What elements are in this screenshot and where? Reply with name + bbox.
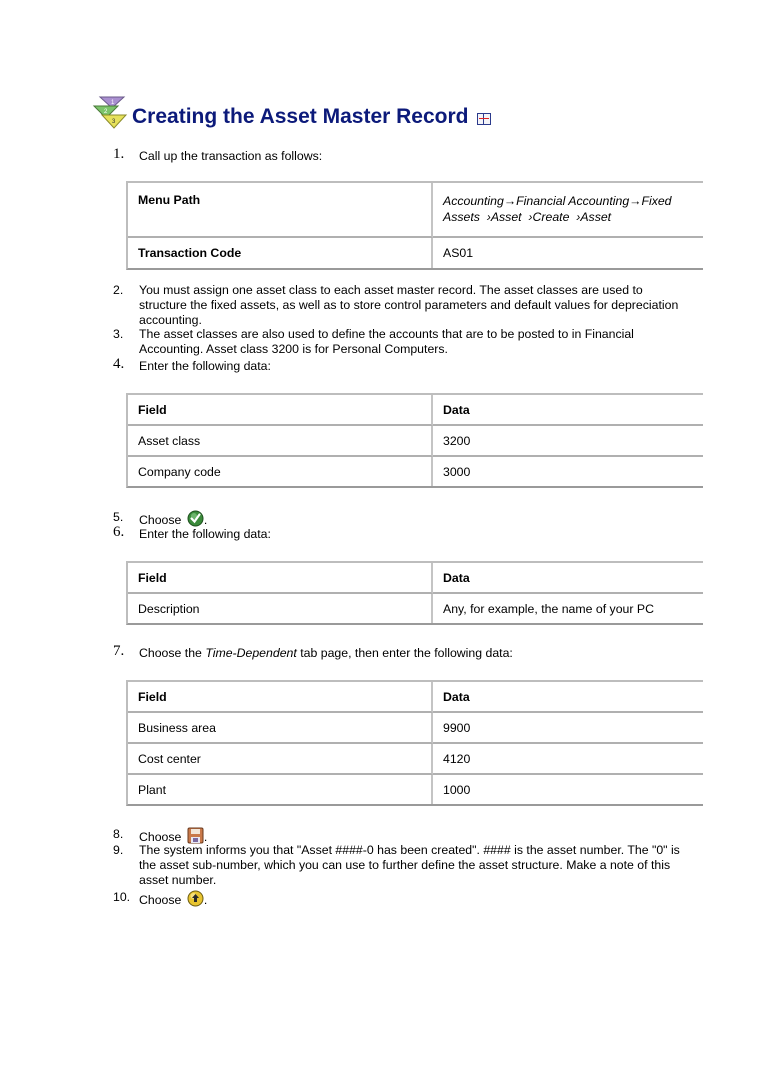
menu-path-line-1: Accounting→Financial Accounting→Fixed (443, 194, 672, 208)
table-cell-label: Menu Path (128, 183, 433, 238)
step-text: The asset classes are also used to define the accounts that are to be posted to in Financial Accounting. Asset class 3200 is for Personal Computers. (139, 327, 634, 356)
step-number: 9. (113, 843, 124, 857)
table-row (128, 426, 703, 457)
green-checkmark-icon[interactable] (187, 510, 204, 527)
table-cell-field: Description (128, 594, 433, 623)
step-1 (113, 146, 323, 163)
table-row (128, 183, 703, 238)
table-cell-data: 4120 (433, 744, 703, 775)
step-number: 6. (113, 524, 125, 540)
column-header-field: Field (128, 563, 433, 594)
step-number: 4. (113, 356, 125, 372)
column-header-data: Data (433, 563, 703, 594)
step-number: 2. (113, 283, 124, 297)
time-dependent-data-table (126, 680, 703, 806)
step-text: You must assign one asset class to each asset master record. The asset classes are used to structure the fixed assets, as well as to store control parameters and default values for depreciation accounting. (139, 283, 679, 327)
step-text: Choose . (139, 827, 699, 845)
step-text: Choose the Time-Dependent tab page, then enter the following data: (139, 646, 513, 660)
step-7 (113, 643, 513, 660)
page-header (90, 94, 491, 134)
table-cell-value: AS01 (443, 246, 474, 260)
svg-text:3: 3 (112, 119, 116, 125)
step-8 (113, 827, 208, 844)
step-text: Choose . (139, 510, 699, 528)
step-number: 3. (113, 327, 124, 341)
back-exit-icon[interactable] (187, 890, 204, 907)
step-5 (113, 510, 208, 527)
step-text: Choose . (139, 890, 699, 908)
table-cell-field: Cost center (128, 744, 433, 775)
step-number: 8. (113, 827, 124, 841)
column-header-field: Field (128, 682, 433, 713)
table-cell-data: Any, for example, the name of your PC (443, 601, 654, 616)
step-text: Enter the following data: (139, 527, 271, 541)
step-number: 7. (113, 643, 125, 659)
step-2 (113, 283, 679, 327)
step-3 (113, 327, 634, 356)
table-cell-data: 9900 (433, 713, 703, 744)
table-cell-field: Business area (128, 713, 433, 744)
step-text: The system informs you that "Asset ####-0 has been created". #### is the asset number. The "0" is the asset sub-number, which you can use to further define the asset structure. Make a note of this asset number. (139, 843, 680, 887)
column-header-field: Field (128, 395, 433, 426)
table-row (128, 594, 703, 623)
table-row (128, 457, 703, 486)
table-header-row (128, 563, 703, 594)
column-header-data: Data (433, 395, 703, 426)
table-cell-label: Transaction Code (128, 238, 433, 268)
table-row (128, 744, 703, 775)
table-row (128, 238, 703, 268)
step-6 (113, 524, 271, 541)
svg-text:1: 1 (111, 100, 115, 106)
table-cell-field: Asset class (128, 426, 433, 457)
table-cell-field: Company code (128, 457, 433, 486)
table-cell-data: 3200 (433, 426, 703, 457)
save-disk-icon[interactable] (187, 827, 204, 844)
step-9 (113, 843, 680, 887)
step-text: Enter the following data: (139, 359, 271, 373)
table-row (128, 775, 703, 804)
menu-path-line-2: Assets ›Asset ›Create ›Asset (443, 210, 612, 224)
table-cell-data: 3000 (443, 464, 471, 479)
initial-data-table (126, 393, 703, 488)
tab-name-emphasis: Time-Dependent (205, 646, 297, 660)
column-header-data: Data (433, 682, 703, 713)
general-data-table (126, 561, 703, 625)
menu-path-cell (433, 183, 703, 238)
step-4 (113, 356, 271, 373)
table-row (128, 713, 703, 744)
table-cell-field: Plant (128, 775, 433, 804)
page-title: Creating the Asset Master Record (132, 105, 469, 128)
table-header-row (128, 682, 703, 713)
step-number: 10. (113, 890, 131, 904)
step-text: Call up the transaction as follows: (139, 149, 323, 163)
step-number: 1. (113, 146, 125, 162)
transaction-table (126, 181, 703, 270)
step-10 (113, 890, 208, 907)
table-header-row (128, 395, 703, 426)
table-cell-data: 1000 (443, 782, 471, 797)
numbered-steps-icon (90, 96, 130, 132)
step-number: 5. (113, 510, 124, 524)
svg-text:2: 2 (104, 109, 108, 115)
expand-collapse-icon[interactable] (477, 113, 491, 125)
